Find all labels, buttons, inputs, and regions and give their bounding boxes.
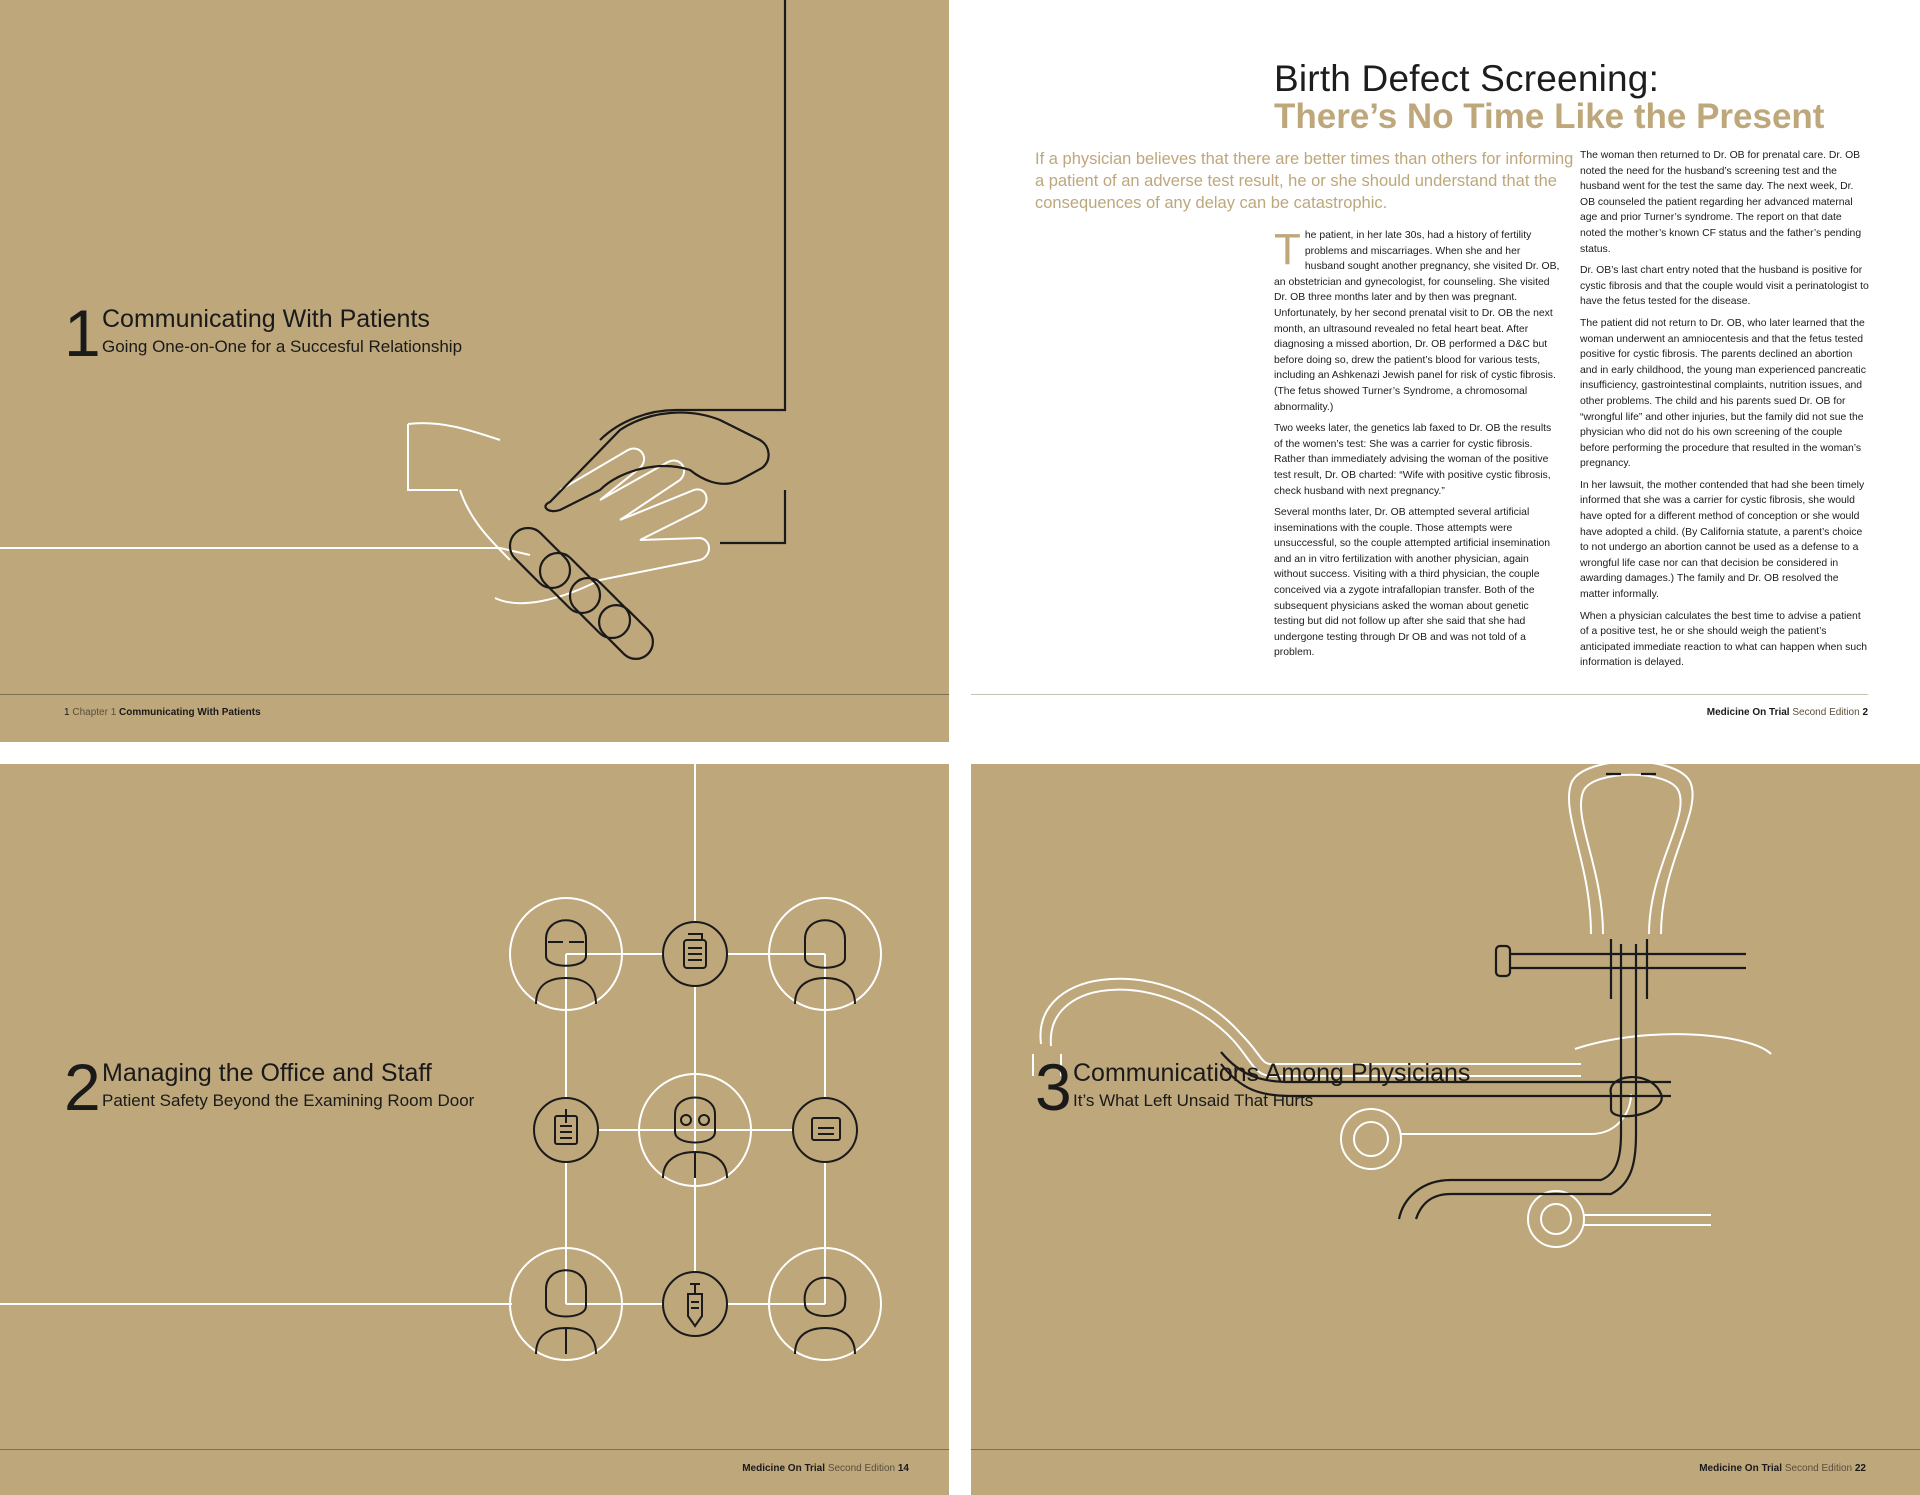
chapter-number: 1 bbox=[64, 296, 101, 370]
chapter-title: Communicating With Patients bbox=[102, 305, 430, 333]
paragraph: Several months later, Dr. OB attempted several artificial inseminations with the couple. Those attempts were unsuccessful, so the couple attempted artificial insemination and an in vitro fertilization with another physician, again without success. Visiting with a third physician, the couple conceived via a zygote intrafallopian transfer. Both of the subsequent physicians asked the woman about genetic testing but did not follow up after she said that she had undergone testing through Dr OB and was not told of a problem. bbox=[1274, 507, 1551, 659]
footer-edition: Second Edition bbox=[1792, 707, 1860, 718]
footer-edition: Second Edition bbox=[1784, 1463, 1853, 1474]
article-title-highlight: There’s No Time Like the Present bbox=[1274, 97, 1825, 136]
page-footer bbox=[742, 1463, 909, 1474]
chapter-subtitle: Going One-on-One for a Succesful Relationship bbox=[102, 337, 463, 356]
footer-publication: Medicine On Trial bbox=[742, 1463, 826, 1474]
page-chapter-2 bbox=[0, 764, 949, 1495]
article-column-a bbox=[1274, 225, 1562, 667]
page-article bbox=[971, 0, 1920, 742]
page-chapter-1 bbox=[0, 0, 949, 742]
footer-edition: Second Edition bbox=[827, 1463, 896, 1474]
paragraph: Two weeks later, the genetics lab faxed to Dr. OB the results of the women’s test: She was a carrier for cystic fibrosis. Rather than immediately advising the woman of the positive test result, Dr. OB charted: “Wife with positive cystic fibrosis, check husband with next pregnancy.” bbox=[1274, 423, 1552, 497]
page-number: 22 bbox=[1854, 1463, 1866, 1474]
stethoscope-knot-icon bbox=[971, 764, 1920, 1495]
chapter-number: 3 bbox=[1035, 1050, 1072, 1124]
page-footer bbox=[1707, 707, 1868, 718]
paragraph: Dr. OB’s last chart entry noted that the husband is positive for cystic fibrosis and that the couple would visit a perinatologist to have the fetus tested for the disease. bbox=[1580, 265, 1869, 308]
article-deck: If a physician believes that there are better times than others for informing a patient of an adverse test result, he or she should understand that the consequences of any delay can be catastrophic. bbox=[1035, 150, 1574, 212]
footer-rule bbox=[0, 1449, 949, 1450]
page-number: 1 bbox=[64, 707, 70, 718]
page-number: 14 bbox=[897, 1463, 909, 1474]
footer-rule bbox=[0, 694, 949, 695]
paragraph: When a physician calculates the best time to advise a patient of a positive test, he or she should weigh the patient’s anticipated immediate reaction to what can happen when such information is delayed. bbox=[1580, 610, 1868, 669]
paragraph: The patient did not return to Dr. OB, who later learned that the woman underwent an amniocentesis and that the fetus tested positive for cystic fibrosis. The parents declined an abortion and in early childhood, the young man experienced pancreatic insufficiency, gastrointestinal complaints, nutrition issues, and other problems. The child and his parents sued Dr. OB for “wrongful life” and other injuries, but the family did not sue the physician who did not do his own screening of the couple before performing the procedure that resulted in the woman’s pregnancy. bbox=[1580, 317, 1866, 470]
page-number: 2 bbox=[1862, 707, 1868, 718]
chapter-title: Managing the Office and Staff bbox=[102, 1059, 432, 1087]
article-title: Birth Defect Screening: bbox=[1274, 58, 1660, 99]
handshake-icon bbox=[0, 0, 949, 742]
page-footer bbox=[1699, 1463, 1866, 1474]
footer-publication: Medicine On Trial bbox=[1706, 707, 1790, 718]
paragraph: The woman then returned to Dr. OB for prenatal care. Dr. OB noted the need for the husband’s screening test and the husband went for the test the same day. The next week, Dr. OB counseled the patient regarding her advanced maternal age and prior Turner’s syndrome. The report on that date noted the mother’s known CF status and the father’s pending status. bbox=[1580, 150, 1862, 255]
office-network-icon bbox=[0, 764, 949, 1495]
footer-rule bbox=[971, 1449, 1920, 1450]
footer-publication: Medicine On Trial bbox=[1699, 1463, 1783, 1474]
footer-section: Chapter 1 bbox=[72, 707, 117, 718]
drop-cap: T bbox=[1274, 225, 1301, 274]
paragraph: he patient, in her late 30s, had a history of fertility problems and miscarriages. When she and her husband sought another pregnancy, she visited Dr. OB, an obstetrician and gynecologist, for counseling. She visited Dr. OB three months later and by then was pregnant. Unfortunately, by her second prenatal visit to Dr. OB the next month, an ultrasound revealed no fetal heart beat. After diagnosing a missed abortion, Dr. OB performed a D&C but before doing so, drew the patient’s blood for various tests, including an Ashkenazi Jewish panel for risk of cystic fibrosis. (The fetus showed Turner’s Syndrome, a chromosomal abnormality.) bbox=[1274, 230, 1560, 413]
chapter-subtitle: Patient Safety Beyond the Examining Room Door bbox=[102, 1091, 475, 1110]
paragraph: In her lawsuit, the mother contended that had she been timely informed that she was a carrier for cystic fibrosis, she would have opted for a different method of conception or she would have adopted a child. (By California statute, a parent’s choice to not undergo an abortion cannot be used as a defense to a wrongful life case nor can that decision be considered in awarding damages.) The family and Dr. OB resolved the matter informally. bbox=[1580, 479, 1865, 601]
footer-section-title: Communicating With Patients bbox=[119, 707, 261, 718]
chapter-subtitle: It’s What Left Unsaid That Hurts bbox=[1073, 1091, 1314, 1110]
chapter-title: Communications Among Physicians bbox=[1073, 1059, 1471, 1087]
article-column-b bbox=[1580, 148, 1870, 677]
chapter-number: 2 bbox=[64, 1050, 101, 1124]
page-footer bbox=[64, 707, 261, 718]
page-chapter-3 bbox=[971, 764, 1920, 1495]
footer-rule bbox=[971, 694, 1868, 695]
